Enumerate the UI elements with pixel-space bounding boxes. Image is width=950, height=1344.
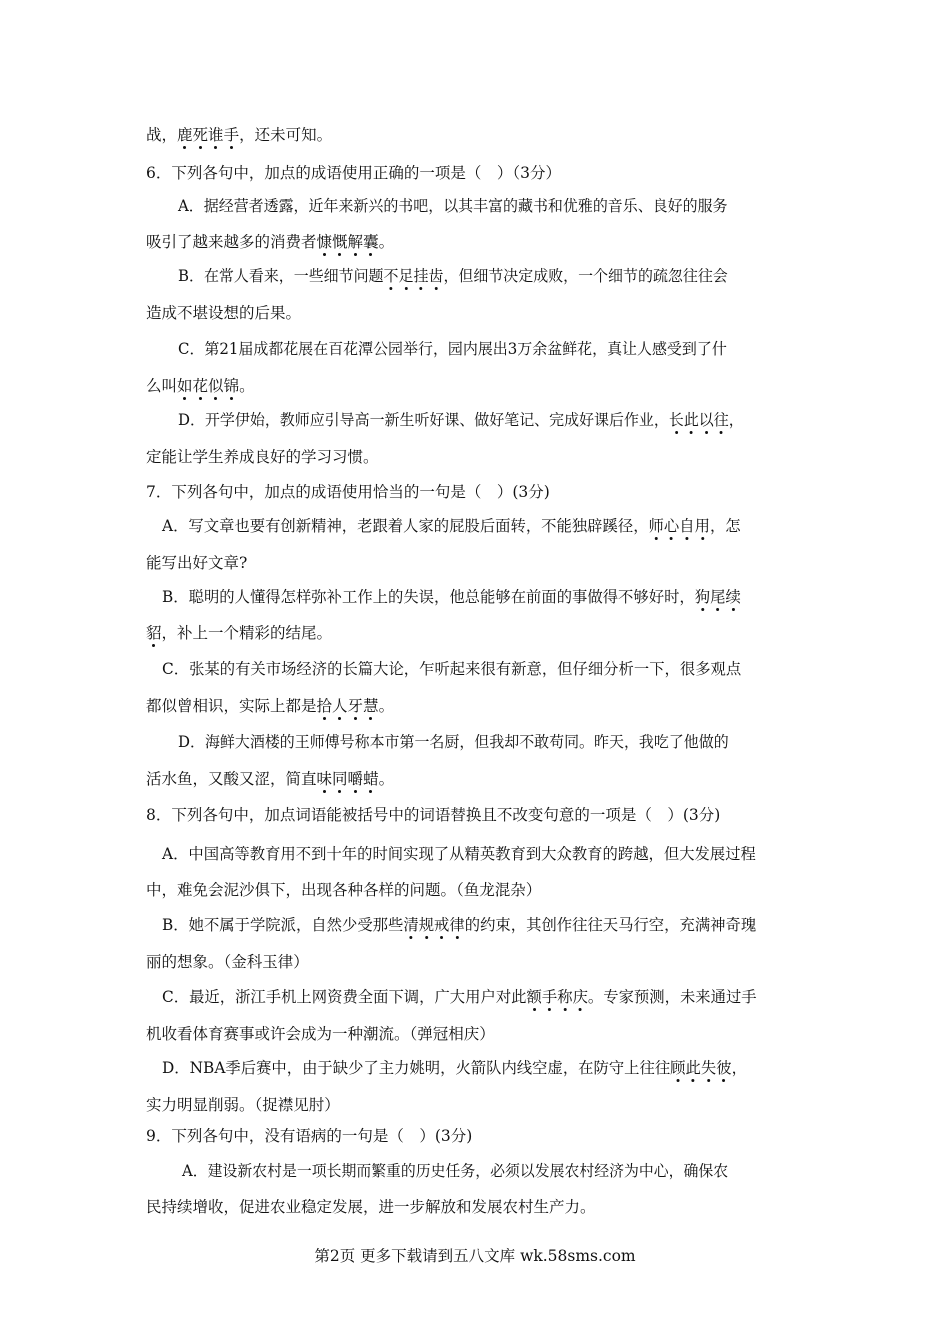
text-line (146, 1094, 811, 1116)
dotted-char: 人 (332, 697, 348, 715)
line-text: 都似曾相识，实际上都是 (146, 697, 317, 715)
text-line (146, 302, 811, 324)
line-text: 。 (378, 233, 395, 251)
line-text: B．在常人看来，一些细节问题 (178, 267, 384, 285)
line-text: ， (728, 411, 744, 429)
text-line (162, 658, 820, 680)
text-line (162, 586, 820, 608)
dotted-char: 师 (648, 517, 664, 535)
dotted-char: 以 (698, 411, 714, 429)
line-text: 。 (239, 377, 255, 395)
dotted-char: 戒 (434, 916, 450, 934)
dotted-phrase (527, 988, 588, 1006)
line-text: 能写出好文章? (146, 554, 248, 572)
text-line (146, 552, 811, 574)
dotted-phrase (146, 624, 162, 642)
line-text: 的约束，其创作往往天马行空，充满神奇瑰 (464, 916, 757, 934)
text-line (162, 986, 820, 1008)
dotted-char: 死 (192, 126, 209, 144)
dotted-phrase (177, 377, 239, 395)
text-line (146, 375, 811, 397)
dotted-phrase (649, 517, 710, 535)
dotted-char: 齿 (428, 267, 444, 285)
dotted-char: 顾 (670, 1059, 686, 1077)
line-text: 吸引了越来越多的消费者 (146, 233, 317, 251)
dotted-char: 鹿 (177, 126, 193, 144)
line-text: A．中国高等教育用不到十年的时间实现了从精英教育到大众教育的跨越，但大发展过程 (162, 845, 756, 863)
line-text: 。 (378, 697, 395, 715)
line-text: C．最近，浙江手机上网资费全面下调，广大用户对此 (162, 988, 527, 1006)
text-line (146, 622, 811, 644)
line-text: 丽的想象。（金科玉律） (146, 953, 309, 971)
line-text: ， (731, 1059, 747, 1077)
dotted-phrase (669, 411, 729, 429)
text-line (178, 195, 820, 217)
dotted-phrase (317, 697, 379, 715)
line-text: 民持续增收，促进农业稳定发展，进一步解放和发展农村生产力。 (146, 1198, 596, 1216)
line-text: ，还未可知。 (239, 126, 333, 144)
page-footer: 第2页 更多下载请到五八文库 wk.58sms.com (314, 1247, 636, 1265)
text-line (146, 124, 811, 146)
line-text: ，怎 (709, 517, 741, 535)
dotted-char: 拾 (316, 697, 333, 715)
dotted-char: 规 (418, 916, 435, 934)
dotted-char: 彼 (716, 1059, 732, 1077)
dotted-char: 律 (449, 916, 465, 934)
line-text: 造成不堪设想的后果。 (146, 304, 302, 322)
dotted-char: 挂 (413, 267, 429, 285)
line-text: 9．下列各句中，没有语病的一句是（ ）(3分) (146, 1127, 473, 1145)
line-text: 活水鱼，又酸又涩，简直 (146, 770, 317, 788)
dotted-char: 牙 (347, 697, 364, 715)
dotted-char: 庆 (572, 988, 588, 1006)
dotted-char: 尾 (710, 588, 726, 606)
line-text: 。 (378, 770, 395, 788)
dotted-char: 额 (526, 988, 542, 1006)
dotted-phrase (384, 267, 444, 285)
dotted-char: 此 (683, 411, 699, 429)
dotted-char: 似 (208, 377, 224, 395)
dotted-phrase (670, 1059, 731, 1077)
dotted-char: 蜡 (363, 770, 379, 788)
dotted-phrase (403, 916, 464, 934)
text-line (146, 951, 811, 973)
text-line (146, 695, 811, 717)
dotted-char: 慧 (363, 697, 379, 715)
line-text: 定能让学生养成良好的学习习惯。 (146, 448, 379, 466)
dotted-char: 手 (223, 126, 240, 144)
text-line (146, 481, 811, 503)
line-text: C．张某的有关市场经济的长篇大论，乍听起来很有新意，但仔细分析一下，很多观点 (162, 660, 742, 678)
text-line (146, 1196, 811, 1218)
dotted-char: 足 (398, 267, 414, 285)
text-line (162, 843, 820, 865)
text-line (146, 768, 811, 790)
dotted-char: 花 (192, 377, 209, 395)
line-text: A．据经营者透露，近年来新兴的书吧，以其丰富的藏书和优雅的音乐、良好的服务 (178, 197, 728, 215)
line-text: A．写文章也要有创新精神，老跟着人家的屁股后面转，不能独辟蹊径， (162, 517, 649, 535)
dotted-char: 心 (663, 517, 680, 535)
line-text: 机收看体育赛事或许会成为一种潮流。（弹冠相庆） (146, 1025, 495, 1043)
line-text: ，补上一个精彩的结尾。 (161, 624, 333, 642)
dotted-char: 手 (541, 988, 558, 1006)
text-line (146, 804, 811, 826)
line-text: ，但细节决定成败，一个细节的疏忽往往会 (443, 267, 728, 285)
text-line (146, 879, 811, 901)
text-line (178, 265, 820, 287)
text-line (146, 1023, 811, 1045)
text-line (178, 731, 820, 753)
text-line (162, 515, 820, 537)
line-text: 实力明显削弱。（捉襟见肘） (146, 1096, 340, 1114)
dotted-char: 味 (316, 770, 333, 788)
dotted-char: 往 (713, 411, 729, 429)
dotted-char: 貂 (146, 624, 162, 642)
dotted-char: 同 (332, 770, 348, 788)
dotted-char: 用 (694, 517, 710, 535)
dotted-char: 长 (668, 411, 684, 429)
line-text: D．海鲜大酒楼的王师傅号称本市第一名厨，但我却不敢苟同。昨天，我吃了他做的 (178, 733, 729, 751)
line-text: 7．下列各句中，加点的成语使用恰当的一句是（ ）(3分) (146, 483, 550, 501)
text-line (162, 914, 820, 936)
line-text: 战， (146, 126, 178, 144)
dotted-char: 清 (403, 916, 419, 934)
dotted-char: 此 (685, 1059, 701, 1077)
text-line (162, 1057, 820, 1079)
line-text: 。专家预测，未来通过手 (587, 988, 757, 1006)
line-text: B．她不属于学院派，自然少受那些 (162, 916, 404, 934)
text-line (146, 446, 811, 468)
line-text: 8．下列各句中，加点词语能被括号中的词语替换且不改变句意的一项是（ ）(3分) (146, 806, 721, 824)
dotted-char: 慨 (332, 233, 348, 251)
dotted-char: 不 (383, 267, 399, 285)
dotted-char: 嚼 (347, 770, 364, 788)
text-line (146, 162, 811, 184)
dotted-phrase (695, 588, 741, 606)
dotted-phrase (317, 770, 379, 788)
dotted-char: 称 (557, 988, 573, 1006)
dotted-char: 囊 (363, 233, 379, 251)
line-text: C．第21届成都花展在百花潭公园举行，园内展出3万余盆鲜花，真让人感受到了什 (178, 340, 727, 358)
dotted-char: 续 (725, 588, 741, 606)
line-text: D．开学伊始，教师应引导高一新生听好课、做好笔记、完成好课后作业， (178, 411, 669, 429)
line-text: 6．下列各句中，加点的成语使用正确的一项是（ ）（3分） (146, 164, 561, 182)
line-text: B．聪明的人懂得怎样弥补工作上的失误，他总能够在前面的事做得不够好时， (162, 588, 695, 606)
dotted-char: 慷 (316, 233, 333, 251)
text-line (182, 1160, 820, 1182)
line-text: 中，难免会泥沙俱下，出现各种各样的问题。（鱼龙混杂） (146, 881, 542, 899)
dotted-phrase (317, 233, 379, 251)
dotted-char: 失 (700, 1059, 717, 1077)
text-line (178, 338, 820, 360)
dotted-phrase (177, 126, 239, 144)
dotted-char: 狗 (694, 588, 711, 606)
line-text: 么叫 (146, 377, 178, 395)
dotted-char: 自 (679, 517, 695, 535)
dotted-char: 锦 (223, 377, 240, 395)
dotted-char: 谁 (208, 126, 224, 144)
text-line (178, 409, 820, 431)
line-text: D．NBA季后赛中，由于缺少了主力姚明，火箭队内线空虚，在防守上往往 (162, 1059, 671, 1077)
dotted-char: 解 (347, 233, 364, 251)
line-text: A．建设新农村是一项长期而繁重的历史任务，必须以发展农村经济为中心，确保农 (182, 1162, 729, 1180)
text-line (146, 231, 811, 253)
dotted-char: 如 (177, 377, 193, 395)
text-line (146, 1125, 811, 1147)
